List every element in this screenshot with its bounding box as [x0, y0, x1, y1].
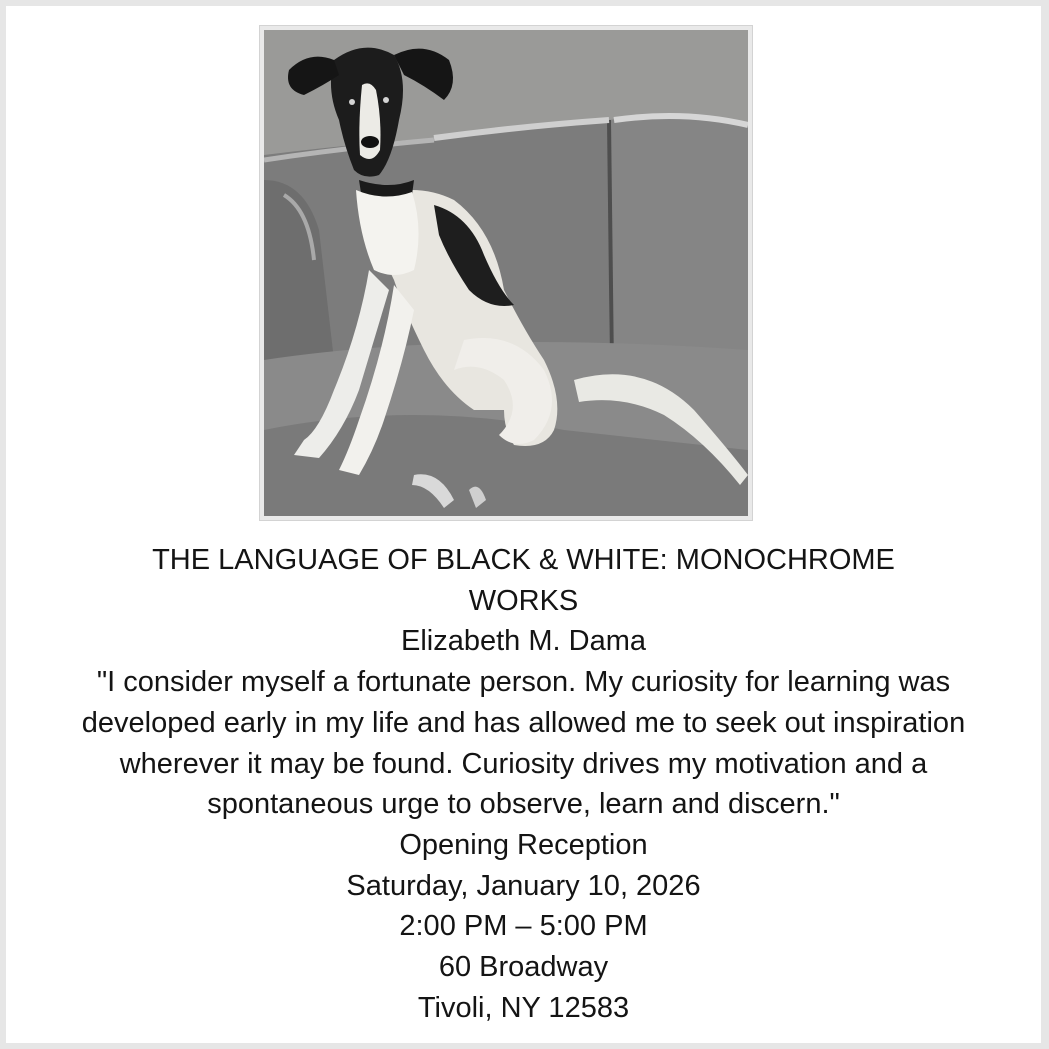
address-line-1: 60 Broadway: [438, 951, 609, 984]
artist-quote: "I consider myself a fortunate person. My curiosity for learning was developed early in my life and has allowed me to seek out inspiration wherever it may be found. Curiosity drives my motivation and a spontaneous urge to observe, learn and discern.": [81, 666, 966, 821]
flyer-card: [6, 6, 1041, 1043]
address-line-2: Tivoli, NY 12583: [417, 991, 630, 1024]
event-date: Saturday, January 10, 2026: [346, 869, 701, 902]
event-label: Opening Reception: [399, 828, 648, 861]
artist-name: Elizabeth M. Dama: [401, 625, 646, 658]
event-time: 2:00 PM – 5:00 PM: [399, 910, 648, 943]
exhibition-title: THE LANGUAGE OF BLACK & WHITE: MONOCHROME WORKS: [152, 544, 895, 617]
exhibition-details: [6, 540, 1041, 1028]
dog-painting-image: [264, 30, 748, 516]
dog-painting: [259, 25, 753, 521]
